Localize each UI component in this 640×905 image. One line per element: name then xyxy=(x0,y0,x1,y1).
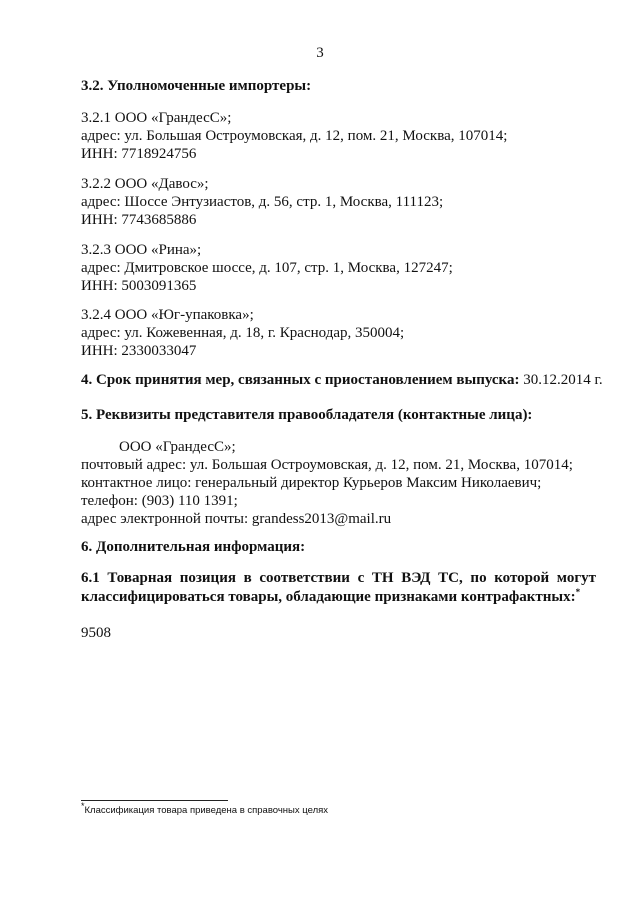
section-4-heading: 4. Срок принятия мер, связанных с приостановлением выпуска: xyxy=(81,372,520,388)
contact-phone: телефон: (903) 110 1391; xyxy=(81,493,238,509)
contact-postal-address: почтовый адрес: ул. Большая Остроумовская, д. 12, пом. 21, Москва, 107014; xyxy=(81,457,573,473)
importer-entry xyxy=(81,241,601,295)
contact-email: адрес электронной почты: grandess2013@mail.ru xyxy=(81,511,392,527)
importer-inn: ИНН: 7718924756 xyxy=(81,146,197,162)
importer-address: адрес: Шоссе Энтузиастов, д. 56, стр. 1, Москва, 111123; xyxy=(81,194,444,210)
footnote xyxy=(81,800,329,817)
importer-entry xyxy=(81,109,601,163)
importer-inn: ИНН: 7743685886 xyxy=(81,212,197,228)
suspension-end-date: 30.12.2014 г. xyxy=(523,372,603,388)
importer-address: адрес: ул. Кожевенная, д. 18, г. Краснодар, 350004; xyxy=(81,325,405,341)
importer-name: 3.2.3 ООО «Рина»; xyxy=(81,242,202,258)
section-5-heading: 5. Реквизиты представителя правообладателя (контактные лица): xyxy=(81,407,533,423)
footnote-reference: * xyxy=(575,587,581,597)
importer-address: адрес: ул. Большая Остроумовская, д. 12, пом. 21, Москва, 107014; xyxy=(81,128,508,144)
contact-person: контактное лицо: генеральный директор Курьеров Максим Николаевич; xyxy=(81,475,542,491)
contact-details xyxy=(81,438,601,528)
footnote-mark: * xyxy=(81,800,85,811)
importer-entry xyxy=(81,306,601,360)
importer-entry xyxy=(81,175,601,229)
section-3-2-heading: 3.2. Уполномоченные импортеры: xyxy=(81,78,312,94)
importer-inn: ИНН: 5003091365 xyxy=(81,278,197,294)
contact-company: ООО «ГрандесС»; xyxy=(119,439,236,455)
section-4 xyxy=(81,371,601,389)
section-6-heading: 6. Дополнительная информация: xyxy=(81,539,306,555)
section-6-1-paragraph xyxy=(81,569,596,607)
page-number: 3 xyxy=(316,45,324,61)
importer-name: 3.2.4 ООО «Юг-упаковка»; xyxy=(81,307,254,323)
tnved-code: 9508 xyxy=(81,625,111,641)
footnote-divider xyxy=(81,800,228,801)
importer-name: 3.2.2 ООО «Давос»; xyxy=(81,176,209,192)
footnote-text: Классификация товара приведена в справочных целях xyxy=(84,805,329,816)
section-6-1-text: 6.1 Товарная позиция в соответствии с ТН ВЭД ТС, по которой могут классифицироваться товары, обладающие признаками контрафактных: xyxy=(81,570,596,605)
importer-address: адрес: Дмитровское шоссе, д. 107, стр. 1, Москва, 127247; xyxy=(81,260,453,276)
importer-inn: ИНН: 2330033047 xyxy=(81,343,197,359)
importer-name: 3.2.1 ООО «ГрандесС»; xyxy=(81,110,232,126)
